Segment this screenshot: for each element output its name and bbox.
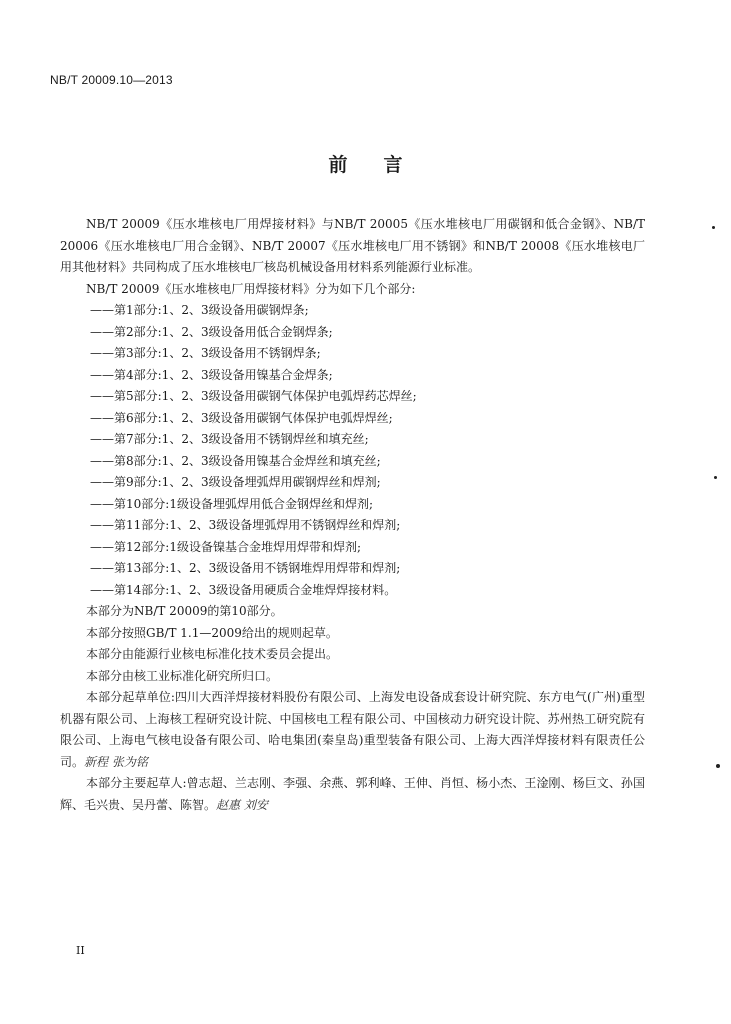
foreword-body	[60, 214, 645, 816]
standard-code: NB/T 20009.10—2013	[50, 73, 173, 87]
part-item: ——第3部分:1、2、3级设备用不锈钢焊条;	[90, 346, 321, 360]
note-paragraph: 本部分为NB/T 20009的第10部分。	[86, 604, 283, 618]
handwritten-signature: 新程 张为铭	[84, 754, 148, 769]
note-paragraph: 本部分按照GB/T 1.1—2009给出的规则起草。	[86, 625, 338, 640]
drafters-text: 本部分主要起草人:曾志超、兰志刚、李强、余燕、郭利峰、王伸、肖恒、杨小杰、王淦刚、杨巨文、孙国辉、毛兴贵、吴丹蕾、陈智。	[60, 776, 645, 812]
part-item: ——第1部分:1、2、3级设备用碳钢焊条;	[90, 303, 309, 317]
page-number: II	[76, 944, 85, 957]
part-item: ——第10部分:1级设备埋弧焊用低合金钢焊丝和焊剂;	[90, 496, 373, 511]
part-item: ——第2部分:1、2、3级设备用低合金钢焊条;	[90, 324, 333, 339]
drafters-paragraph	[60, 773, 645, 816]
page-title: 前言	[328, 154, 439, 176]
scan-speck	[716, 764, 720, 768]
part-item: ——第13部分:1、2、3级设备用不锈钢堆焊用焊带和焊剂;	[90, 561, 401, 575]
note-paragraph: 本部分由核工业标准化研究所归口。	[86, 668, 279, 683]
intro-paragraph-1: NB/T 20009《压水堆核电厂用焊接材料》与NB/T 20005《压水堆核电厂用碳钢和低合金钢》、NB/T 20006《压水堆核电厂用合金钢》、NB/T 20007《压水堆核电厂用不锈钢》和NB/T 20008《压水堆核电厂用其他材料》共同构成了压水堆核电厂核岛机械设备用材料系列能源行业标准。	[60, 217, 645, 274]
note-paragraph: 本部分由能源行业核电标准化技术委员会提出。	[86, 647, 339, 661]
part-item: ——第11部分:1、2、3级设备埋弧焊用不锈钢焊丝和焊剂;	[90, 518, 401, 532]
handwritten-signature: 赵惠 刘安	[216, 797, 268, 812]
part-item: ——第5部分:1、2、3级设备用碳钢气体保护电弧焊药芯焊丝;	[90, 389, 417, 403]
part-item: ——第8部分:1、2、3级设备用镍基合金焊丝和填充丝;	[90, 453, 381, 468]
part-item: ——第6部分:1、2、3级设备用碳钢气体保护电弧焊焊丝;	[90, 410, 393, 425]
part-item: ——第4部分:1、2、3级设备用镍基合金焊条;	[90, 367, 333, 382]
drafting-units-text: 本部分起草单位:四川大西洋焊接材料股份有限公司、上海发电设备成套设计研究院、东方电气(广州)重型机器有限公司、上海核工程研究设计院、中国核电工程有限公司、中国核动力研究设计院、苏州热工研究院有限公司、上海电气核电设备有限公司、哈电集团(秦皇岛)重型装备有限公司、上海大西洋焊接材料有限责任公司。	[60, 690, 645, 769]
drafting-units-paragraph	[60, 687, 645, 773]
part-item: ——第7部分:1、2、3级设备用不锈钢焊丝和填充丝;	[90, 432, 369, 446]
part-item: ——第12部分:1级设备镍基合金堆焊用焊带和焊剂;	[90, 539, 361, 554]
intro-paragraph-2: NB/T 20009《压水堆核电厂用焊接材料》分为如下几个部分:	[86, 281, 416, 296]
part-item: ——第9部分:1、2、3级设备埋弧焊用碳钢焊丝和焊剂;	[90, 475, 381, 489]
scan-speck	[712, 226, 715, 229]
part-item: ——第14部分:1、2、3级设备用硬质合金堆焊焊接材料。	[90, 582, 397, 597]
scan-speck	[714, 476, 717, 479]
